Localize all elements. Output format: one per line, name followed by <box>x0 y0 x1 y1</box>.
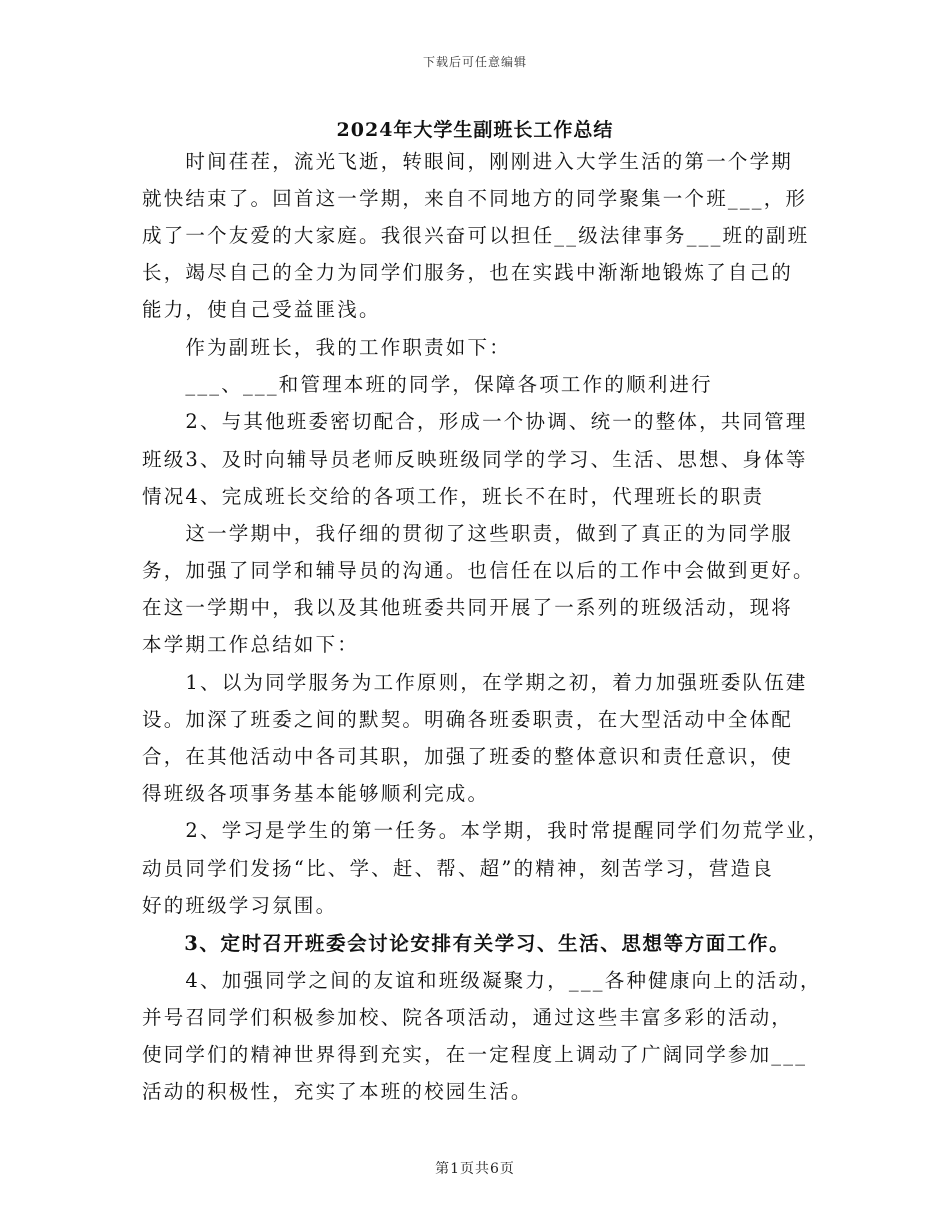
body-line: 2、学习是学生的第一任务。本学期，我时常提醒同学们勿荒学业， <box>142 819 830 842</box>
document-title: 2024年大学生副班长工作总结 <box>336 119 614 141</box>
body-line: 就快结束了。回首这一学期，来自不同地方的同学聚集一个班___，形 <box>142 187 808 210</box>
body-line: 作为副班长，我的工作职责如下： <box>142 336 511 359</box>
body-line: 活动的积极性，充实了本班的校园生活。 <box>142 1080 533 1103</box>
body-line: 4、加强同学之间的友谊和班级凝聚力，___各种健康向上的活动， <box>142 969 822 992</box>
body-line: 设。加深了班委之间的默契。明确各班委职责，在大型活动中全体配 <box>142 708 794 731</box>
body-line-bold: 3、定时召开班委会讨论安排有关学习、生活、思想等方面工作。 <box>142 932 791 955</box>
body-line: 时间荏茬，流光飞逝，转眼间，刚刚进入大学生活的第一个学期 <box>142 150 794 173</box>
body-line: 好的班级学习氛围。 <box>142 894 338 917</box>
body-line: 本学期工作总结如下： <box>142 633 360 656</box>
body-line: 合，在其他活动中各司其职，加强了班委的整体意识和责任意识，使 <box>142 745 794 768</box>
body-line: 1、以为同学服务为工作原则，在学期之初，着力加强班委队伍建 <box>142 671 808 694</box>
body-line: 得班级各项事务基本能够顺利完成。 <box>142 782 490 805</box>
body-line: 班级3、及时向辅导员老师反映班级同学的学习、生活、思想、身体等 <box>142 448 808 471</box>
body-line: 2、与其他班委密切配合，形成一个协调、统一的整体，共同管理 <box>142 410 808 433</box>
body-line: 长，竭尽自己的全力为同学们服务，也在实践中渐渐地锻炼了自己的 <box>142 261 794 284</box>
body-line: 成了一个友爱的大家庭。我很兴奋可以担任__级法律事务___班的副班 <box>142 224 810 247</box>
body-line: ___、___和管理本班的同学，保障各项工作的顺利进行 <box>142 373 713 396</box>
body-line: 能力，使自己受益匪浅。 <box>142 298 381 321</box>
body-line: 并号召同学们积极参加校、院各项活动，通过这些丰富多彩的活动， <box>142 1006 794 1029</box>
body-line: 情况4、完成班长交给的各项工作，班长不在时，代理班长的职责 <box>142 485 765 508</box>
body-line: 动员同学们发扬“比、学、赶、帮、超”的精神，刻苦学习，营造良 <box>142 857 774 880</box>
body-line: 在这一学期中，我以及其他班委共同开展了一系列的班级活动，现将 <box>142 596 794 619</box>
body-line: 这一学期中，我仔细的贯彻了这些职责，做到了真正的为同学服 <box>142 522 794 545</box>
page-header: 下载后可任意编辑 <box>422 55 527 69</box>
body-line: 使同学们的精神世界得到充实，在一定程度上调动了广阔同学参加___ <box>142 1043 808 1066</box>
body-line: 务，加强了同学和辅导员的沟通。也信任在以后的工作中会做到更好。 <box>142 559 815 582</box>
page-footer: 第1页共6页 <box>435 1161 515 1177</box>
